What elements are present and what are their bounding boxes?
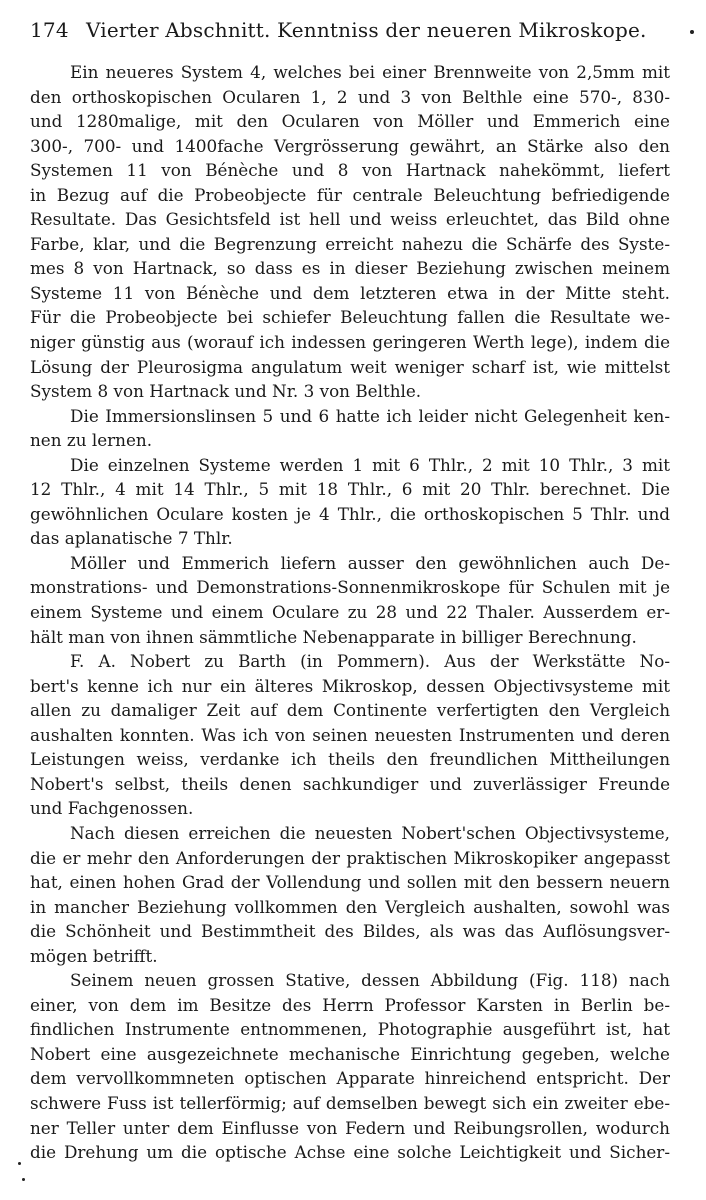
text-line: Seinem neuen grossen Stative, dessen Abbildung (Fig. 118) nach bbox=[70, 970, 670, 991]
page-number: 174 bbox=[30, 18, 69, 42]
text-line: in mancher Beziehung vollkommen den Vergleich aushalten, sowohl was bbox=[30, 896, 670, 917]
text-line: Nobert eine ausgezeichnete mechanische Einrichtung gegeben, welche bbox=[30, 1043, 670, 1064]
text-line: die er mehr den Anforderungen der praktischen Mikroskopiker angepasst bbox=[30, 847, 670, 868]
running-header bbox=[30, 18, 670, 42]
text-line: bert's kenne ich nur ein älteres Mikroskop, dessen Objectivsysteme mit bbox=[30, 675, 670, 696]
text-line: hält man von ihnen sämmtliche Nebenapparate in billiger Berechnung. bbox=[30, 626, 637, 647]
text-line: einer, von dem im Besitze des Herrn Professor Karsten in Berlin be- bbox=[30, 994, 670, 1015]
text-line: mes 8 von Hartnack, so dass es in dieser Beziehung zwischen meinem bbox=[30, 258, 670, 279]
text-line: monstrations- und Demonstrations-Sonnenmikroskope für Schulen mit je bbox=[30, 577, 670, 598]
print-speck bbox=[22, 1178, 25, 1181]
text-line: das aplanatische 7 Thlr. bbox=[30, 528, 233, 549]
text-line: F. A. Nobert zu Barth (in Pommern). Aus der Werkstätte No- bbox=[70, 651, 670, 672]
text-line: die Schönheit und Bestimmtheit des Bildes, als was das Auflösungsver- bbox=[30, 921, 670, 942]
text-line: niger günstig aus (worauf ich indessen geringeren Werth lege), indem die bbox=[30, 332, 670, 353]
text-line: und 1280malige, mit den Ocularen von Möller und Emmerich eine bbox=[30, 111, 670, 132]
text-line: Systeme 11 von Bénèche und dem letzteren etwa in der Mitte steht. bbox=[30, 282, 670, 303]
text-line: die Drehung um die optische Achse eine solche Leichtigkeit und Sicher- bbox=[30, 1142, 670, 1163]
text-line: Nobert's selbst, theils denen sachkundiger und zuverlässiger Freunde bbox=[30, 773, 670, 794]
text-line: Möller und Emmerich liefern ausser den gewöhnlichen auch De- bbox=[70, 552, 670, 573]
text-line: mögen betrifft. bbox=[30, 945, 158, 966]
text-line: Die einzelnen Systeme werden 1 mit 6 Thlr., 2 mit 10 Thlr., 3 mit bbox=[70, 454, 670, 475]
text-line: 300-, 700- und 1400fache Vergrösserung gewährt, an Stärke also den bbox=[30, 135, 670, 156]
text-line: Die Immersionslinsen 5 und 6 hatte ich leider nicht Gelegenheit ken- bbox=[70, 405, 670, 426]
text-line: einem Systeme und einem Oculare zu 28 und 22 Thaler. Ausserdem er- bbox=[30, 602, 670, 623]
text-line: schwere Fuss ist tellerförmig; auf demselben bewegt sich ein zweiter ebe- bbox=[30, 1092, 670, 1113]
text-line: Für die Probeobjecte bei schiefer Beleuchtung fallen die Resultate we- bbox=[30, 307, 670, 328]
text-line: Systemen 11 von Bénèche und 8 von Hartnack nahekömmt, liefert bbox=[30, 160, 670, 181]
print-speck bbox=[690, 30, 694, 34]
print-speck bbox=[18, 1162, 21, 1165]
text-line: dem vervollkommneten optischen Apparate hinreichend entspricht. Der bbox=[30, 1068, 670, 1089]
text-line: ner Teller unter dem Einflusse von Federn und Reibungsrollen, wodurch bbox=[30, 1117, 670, 1138]
text-line: nen zu lernen. bbox=[30, 430, 153, 451]
text-line: in Bezug auf die Probeobjecte für centrale Beleuchtung befriedigende bbox=[30, 184, 670, 205]
text-line: Lösung der Pleurosigma angulatum weit weniger scharf ist, wie mittelst bbox=[30, 356, 670, 377]
text-line: Leistungen weiss, verdanke ich theils den freundlichen Mittheilungen bbox=[30, 749, 670, 770]
text-line: gewöhnlichen Oculare kosten je 4 Thlr., die orthoskopischen 5 Thlr. und bbox=[30, 503, 670, 524]
text-line: Farbe, klar, und die Begrenzung erreicht nahezu die Schärfe des Syste- bbox=[30, 233, 670, 254]
text-line: hat, einen hohen Grad der Vollendung und sollen mit den bessern neuern bbox=[30, 872, 670, 893]
text-line: System 8 von Hartnack und Nr. 3 von Belthle. bbox=[30, 381, 422, 402]
body-text bbox=[30, 60, 670, 1165]
text-line: Nach diesen erreichen die neuesten Nobert'schen Objectivsysteme, bbox=[70, 822, 670, 843]
text-line: aushalten konnten. Was ich von seinen neuesten Instrumenten und deren bbox=[30, 724, 670, 745]
text-line: den orthoskopischen Ocularen 1, 2 und 3 von Belthle eine 570-, 830- bbox=[30, 86, 670, 107]
text-line: Resultate. Das Gesichtsfeld ist hell und weiss erleuchtet, das Bild ohne bbox=[30, 209, 670, 230]
text-line: allen zu damaliger Zeit auf dem Continente verfertigten den Vergleich bbox=[30, 700, 670, 721]
text-line: und Fachgenossen. bbox=[30, 798, 194, 819]
text-line: 12 Thlr., 4 mit 14 Thlr., 5 mit 18 Thlr., 6 mit 20 Thlr. berechnet. Die bbox=[30, 479, 670, 500]
text-line: findlichen Instrumente entnommenen, Photographie ausgeführt ist, hat bbox=[30, 1019, 670, 1040]
text-line: Ein neueres System 4, welches bei einer Brennweite von 2,5mm mit bbox=[70, 62, 670, 82]
running-title: Vierter Abschnitt. Kenntniss der neueren Mikroskope. bbox=[86, 18, 647, 42]
